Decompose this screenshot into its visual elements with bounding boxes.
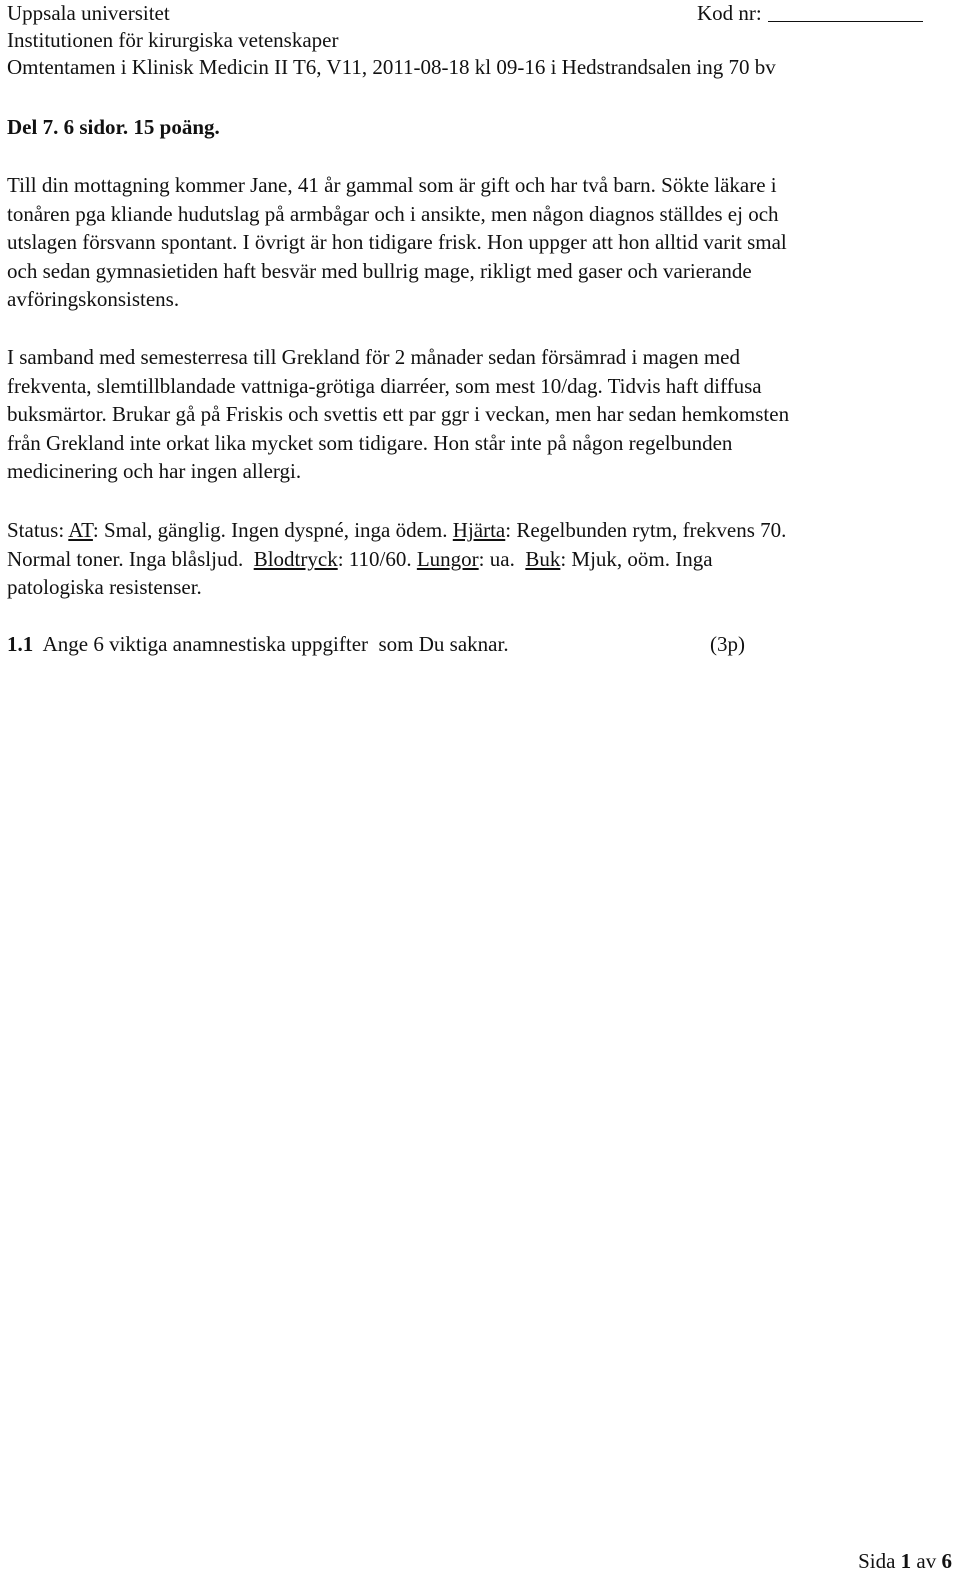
status-paragraph	[7, 516, 953, 602]
of-word: av	[916, 1549, 937, 1573]
part-heading: Del 7. 6 sidor. 15 poäng.	[7, 115, 220, 139]
text-line	[7, 516, 953, 545]
page-word: Sida	[858, 1549, 896, 1573]
case-paragraph-1	[7, 171, 953, 314]
text-line: buksmärtor. Brukar gå på Friskis och svettis ett par ggr i veckan, men har sedan hemkomsten	[7, 402, 790, 427]
page-total: 6	[941, 1549, 952, 1573]
exam-info: Omtentamen i Klinisk Medicin II T6, V11, 2011-08-18 kl 09-16 i Hedstrandsalen ing 70 bv	[7, 55, 776, 79]
question-points: (3p)	[710, 632, 745, 656]
text-line: utslagen försvann spontant. I övrigt är hon tidigare frisk. Hon uppger att hon alltid varit smal	[7, 230, 787, 255]
hjarta-label: Hjärta	[452, 518, 506, 542]
blodtryck-label: Blodtryck	[253, 546, 338, 571]
blodtryck-value: : 110/60.	[337, 546, 417, 571]
buk-findings: : Mjuk, oöm. Inga	[560, 546, 713, 571]
text-line: medicinering och har ingen allergi.	[7, 459, 302, 484]
at-findings: : Smal, gänglig. Ingen dyspné, inga ödem.	[92, 518, 453, 542]
exam-page	[7, 0, 953, 656]
text-line: från Grekland inte orkat lika mycket som tidigare. Hon står inte på någon regelbunden	[7, 430, 733, 455]
lungor-label: Lungor	[416, 546, 479, 571]
code-label: Kod nr:	[697, 1, 762, 25]
text-line	[7, 545, 953, 574]
text-line: avföringskonsistens.	[7, 287, 180, 312]
page-footer	[858, 1549, 952, 1574]
at-label: AT	[68, 518, 93, 542]
code-number-field	[697, 0, 923, 27]
page-number: 1	[900, 1549, 912, 1573]
status-label: Status:	[7, 518, 69, 542]
buk-label: Buk	[525, 546, 561, 571]
lungor-findings: : ua.	[478, 546, 526, 571]
text-line: patologiska resistenser.	[7, 575, 202, 600]
heart-sounds: Normal toner. Inga blåsljud.	[7, 546, 254, 571]
text-line: och sedan gymnasietiden haft besvär med bullrig mage, rikligt med gaser och varierande	[7, 258, 752, 283]
code-blank-line	[768, 1, 923, 22]
department-name: Institutionen för kirurgiska vetenskaper	[7, 28, 339, 52]
university-name: Uppsala universitet	[7, 1, 170, 25]
case-paragraph-2	[7, 343, 953, 486]
text-line: Till din mottagning kommer Jane, 41 år gammal som är gift och har två barn. Sökte läkare i	[7, 173, 777, 197]
question-number: 1.1	[7, 632, 34, 656]
question-1-1	[7, 632, 745, 657]
question-text: Ange 6 viktiga anamnestiska uppgifter som Du saknar.	[42, 632, 509, 656]
text-line: tonåren pga kliande hudutslag på armbågar och i ansikte, men någon diagnos ställdes ej och	[7, 201, 779, 226]
hjarta-findings: : Regelbunden rytm, frekvens 70.	[505, 518, 787, 542]
page-header	[7, 0, 953, 81]
text-line: frekventa, slemtillblandade vattniga-grötiga diarréer, som mest 10/dag. Tidvis haft diffusa	[7, 373, 762, 398]
text-line: I samband med semesterresa till Grekland för 2 månader sedan försämrad i magen med	[7, 345, 740, 369]
